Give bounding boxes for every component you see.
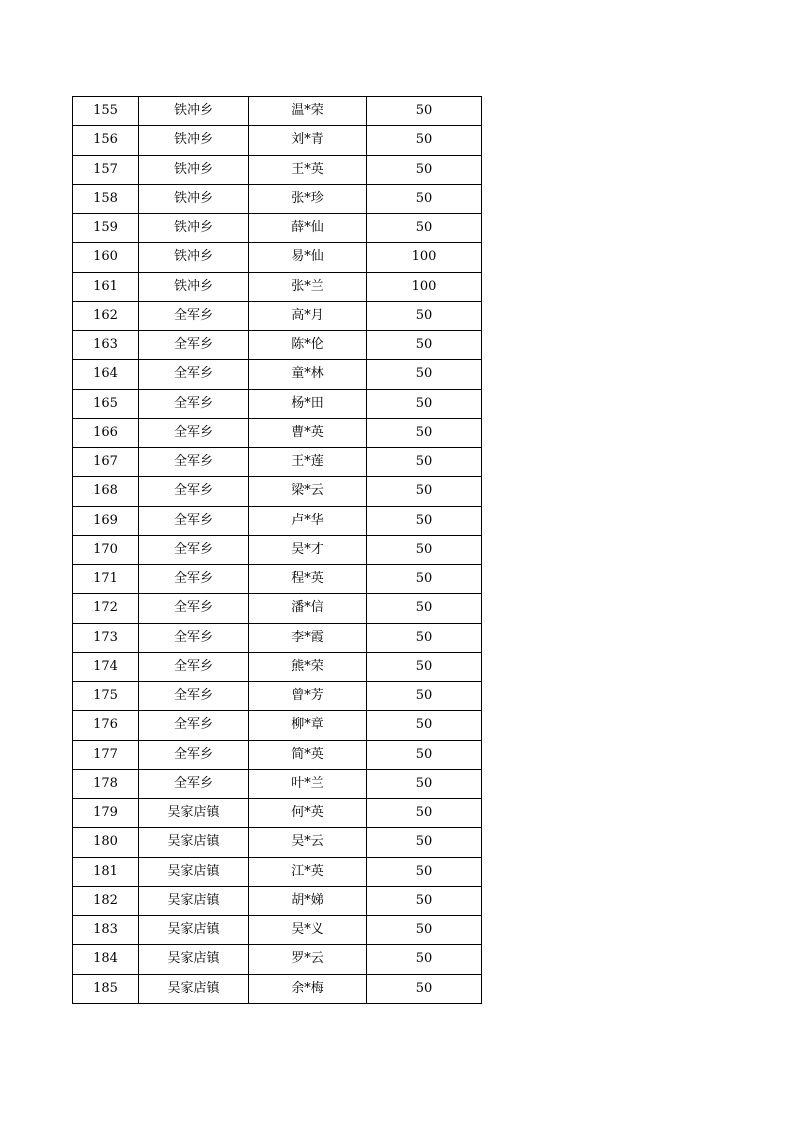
person-name-cell: 吴*义 — [249, 916, 367, 945]
township-cell: 吴家店镇 — [139, 974, 249, 1003]
person-name-cell: 李*霞 — [249, 623, 367, 652]
township-cell: 全军乡 — [139, 506, 249, 535]
amount-cell: 50 — [367, 740, 482, 769]
township-cell: 吴家店镇 — [139, 886, 249, 915]
person-name-cell: 张*兰 — [249, 272, 367, 301]
person-name-cell: 罗*云 — [249, 945, 367, 974]
township-cell: 铁冲乡 — [139, 126, 249, 155]
township-cell: 铁冲乡 — [139, 97, 249, 126]
person-name-cell: 杨*田 — [249, 389, 367, 418]
row-number-cell: 155 — [73, 97, 139, 126]
person-name-cell: 王*英 — [249, 155, 367, 184]
amount-cell: 50 — [367, 214, 482, 243]
amount-cell: 50 — [367, 301, 482, 330]
table-row — [73, 448, 482, 477]
row-number-cell: 159 — [73, 214, 139, 243]
table-row — [73, 916, 482, 945]
person-name-cell: 潘*信 — [249, 594, 367, 623]
township-cell: 全军乡 — [139, 360, 249, 389]
table-row — [73, 945, 482, 974]
township-cell: 全军乡 — [139, 301, 249, 330]
amount-cell: 50 — [367, 389, 482, 418]
amount-cell: 50 — [367, 652, 482, 681]
row-number-cell: 156 — [73, 126, 139, 155]
row-number-cell: 177 — [73, 740, 139, 769]
person-name-cell: 张*珍 — [249, 184, 367, 213]
person-name-cell: 熊*荣 — [249, 652, 367, 681]
township-cell: 吴家店镇 — [139, 828, 249, 857]
amount-cell: 50 — [367, 565, 482, 594]
township-cell: 全军乡 — [139, 594, 249, 623]
table-row — [73, 535, 482, 564]
township-cell: 铁冲乡 — [139, 272, 249, 301]
amount-cell: 50 — [367, 623, 482, 652]
amount-cell: 50 — [367, 945, 482, 974]
township-cell: 铁冲乡 — [139, 243, 249, 272]
row-number-cell: 183 — [73, 916, 139, 945]
table-row — [73, 652, 482, 681]
amount-cell: 50 — [367, 682, 482, 711]
amount-cell: 50 — [367, 506, 482, 535]
amount-cell: 100 — [367, 243, 482, 272]
township-cell: 全军乡 — [139, 740, 249, 769]
row-number-cell: 182 — [73, 886, 139, 915]
table-row — [73, 506, 482, 535]
table-row — [73, 214, 482, 243]
row-number-cell: 162 — [73, 301, 139, 330]
amount-cell: 50 — [367, 769, 482, 798]
table-row — [73, 155, 482, 184]
township-cell: 吴家店镇 — [139, 799, 249, 828]
row-number-cell: 157 — [73, 155, 139, 184]
township-cell: 全军乡 — [139, 769, 249, 798]
data-table — [72, 96, 482, 1004]
person-name-cell: 曹*英 — [249, 418, 367, 447]
row-number-cell: 172 — [73, 594, 139, 623]
table-row — [73, 594, 482, 623]
table-row — [73, 623, 482, 652]
amount-cell: 50 — [367, 448, 482, 477]
amount-cell: 50 — [367, 916, 482, 945]
amount-cell: 100 — [367, 272, 482, 301]
amount-cell: 50 — [367, 155, 482, 184]
person-name-cell: 王*莲 — [249, 448, 367, 477]
table-row — [73, 974, 482, 1003]
table-row — [73, 799, 482, 828]
township-cell: 铁冲乡 — [139, 184, 249, 213]
township-cell: 全军乡 — [139, 652, 249, 681]
township-cell: 全军乡 — [139, 418, 249, 447]
row-number-cell: 171 — [73, 565, 139, 594]
table-row — [73, 740, 482, 769]
table-row — [73, 243, 482, 272]
row-number-cell: 166 — [73, 418, 139, 447]
table-row — [73, 682, 482, 711]
township-cell: 全军乡 — [139, 682, 249, 711]
person-name-cell: 胡*娣 — [249, 886, 367, 915]
table-row — [73, 828, 482, 857]
person-name-cell: 梁*云 — [249, 477, 367, 506]
person-name-cell: 童*林 — [249, 360, 367, 389]
row-number-cell: 179 — [73, 799, 139, 828]
row-number-cell: 168 — [73, 477, 139, 506]
township-cell: 吴家店镇 — [139, 945, 249, 974]
person-name-cell: 余*梅 — [249, 974, 367, 1003]
township-cell: 全军乡 — [139, 711, 249, 740]
row-number-cell: 174 — [73, 652, 139, 681]
row-number-cell: 170 — [73, 535, 139, 564]
person-name-cell: 程*英 — [249, 565, 367, 594]
table-row — [73, 331, 482, 360]
row-number-cell: 185 — [73, 974, 139, 1003]
person-name-cell: 江*英 — [249, 857, 367, 886]
table-row — [73, 360, 482, 389]
person-name-cell: 简*英 — [249, 740, 367, 769]
table-row — [73, 477, 482, 506]
row-number-cell: 163 — [73, 331, 139, 360]
row-number-cell: 158 — [73, 184, 139, 213]
row-number-cell: 160 — [73, 243, 139, 272]
row-number-cell: 173 — [73, 623, 139, 652]
table-row — [73, 565, 482, 594]
row-number-cell: 164 — [73, 360, 139, 389]
row-number-cell: 167 — [73, 448, 139, 477]
person-name-cell: 高*月 — [249, 301, 367, 330]
row-number-cell: 181 — [73, 857, 139, 886]
township-cell: 铁冲乡 — [139, 214, 249, 243]
person-name-cell: 薛*仙 — [249, 214, 367, 243]
row-number-cell: 176 — [73, 711, 139, 740]
township-cell: 全军乡 — [139, 535, 249, 564]
amount-cell: 50 — [367, 126, 482, 155]
person-name-cell: 温*荣 — [249, 97, 367, 126]
table-row — [73, 272, 482, 301]
person-name-cell: 吴*才 — [249, 535, 367, 564]
township-cell: 全军乡 — [139, 623, 249, 652]
township-cell: 吴家店镇 — [139, 857, 249, 886]
amount-cell: 50 — [367, 594, 482, 623]
person-name-cell: 何*英 — [249, 799, 367, 828]
township-cell: 铁冲乡 — [139, 155, 249, 184]
person-name-cell: 吴*云 — [249, 828, 367, 857]
amount-cell: 50 — [367, 886, 482, 915]
amount-cell: 50 — [367, 974, 482, 1003]
person-name-cell: 卢*华 — [249, 506, 367, 535]
table-row — [73, 301, 482, 330]
amount-cell: 50 — [367, 535, 482, 564]
table-row — [73, 886, 482, 915]
amount-cell: 50 — [367, 799, 482, 828]
amount-cell: 50 — [367, 477, 482, 506]
row-number-cell: 161 — [73, 272, 139, 301]
township-cell: 全军乡 — [139, 331, 249, 360]
amount-cell: 50 — [367, 711, 482, 740]
amount-cell: 50 — [367, 184, 482, 213]
table-row — [73, 769, 482, 798]
row-number-cell: 175 — [73, 682, 139, 711]
row-number-cell: 180 — [73, 828, 139, 857]
table-row — [73, 184, 482, 213]
table-row — [73, 126, 482, 155]
row-number-cell: 184 — [73, 945, 139, 974]
row-number-cell: 169 — [73, 506, 139, 535]
amount-cell: 50 — [367, 828, 482, 857]
amount-cell: 50 — [367, 97, 482, 126]
person-name-cell: 曾*芳 — [249, 682, 367, 711]
table-row — [73, 711, 482, 740]
person-name-cell: 叶*兰 — [249, 769, 367, 798]
person-name-cell: 刘*青 — [249, 126, 367, 155]
township-cell: 全军乡 — [139, 565, 249, 594]
table-row — [73, 418, 482, 447]
table-row — [73, 97, 482, 126]
table-body — [73, 97, 482, 1004]
amount-cell: 50 — [367, 360, 482, 389]
township-cell: 全军乡 — [139, 448, 249, 477]
person-name-cell: 柳*章 — [249, 711, 367, 740]
township-cell: 全军乡 — [139, 389, 249, 418]
row-number-cell: 178 — [73, 769, 139, 798]
row-number-cell: 165 — [73, 389, 139, 418]
amount-cell: 50 — [367, 857, 482, 886]
person-name-cell: 陈*伦 — [249, 331, 367, 360]
amount-cell: 50 — [367, 418, 482, 447]
amount-cell: 50 — [367, 331, 482, 360]
township-cell: 全军乡 — [139, 477, 249, 506]
table-row — [73, 857, 482, 886]
township-cell: 吴家店镇 — [139, 916, 249, 945]
table-row — [73, 389, 482, 418]
person-name-cell: 易*仙 — [249, 243, 367, 272]
